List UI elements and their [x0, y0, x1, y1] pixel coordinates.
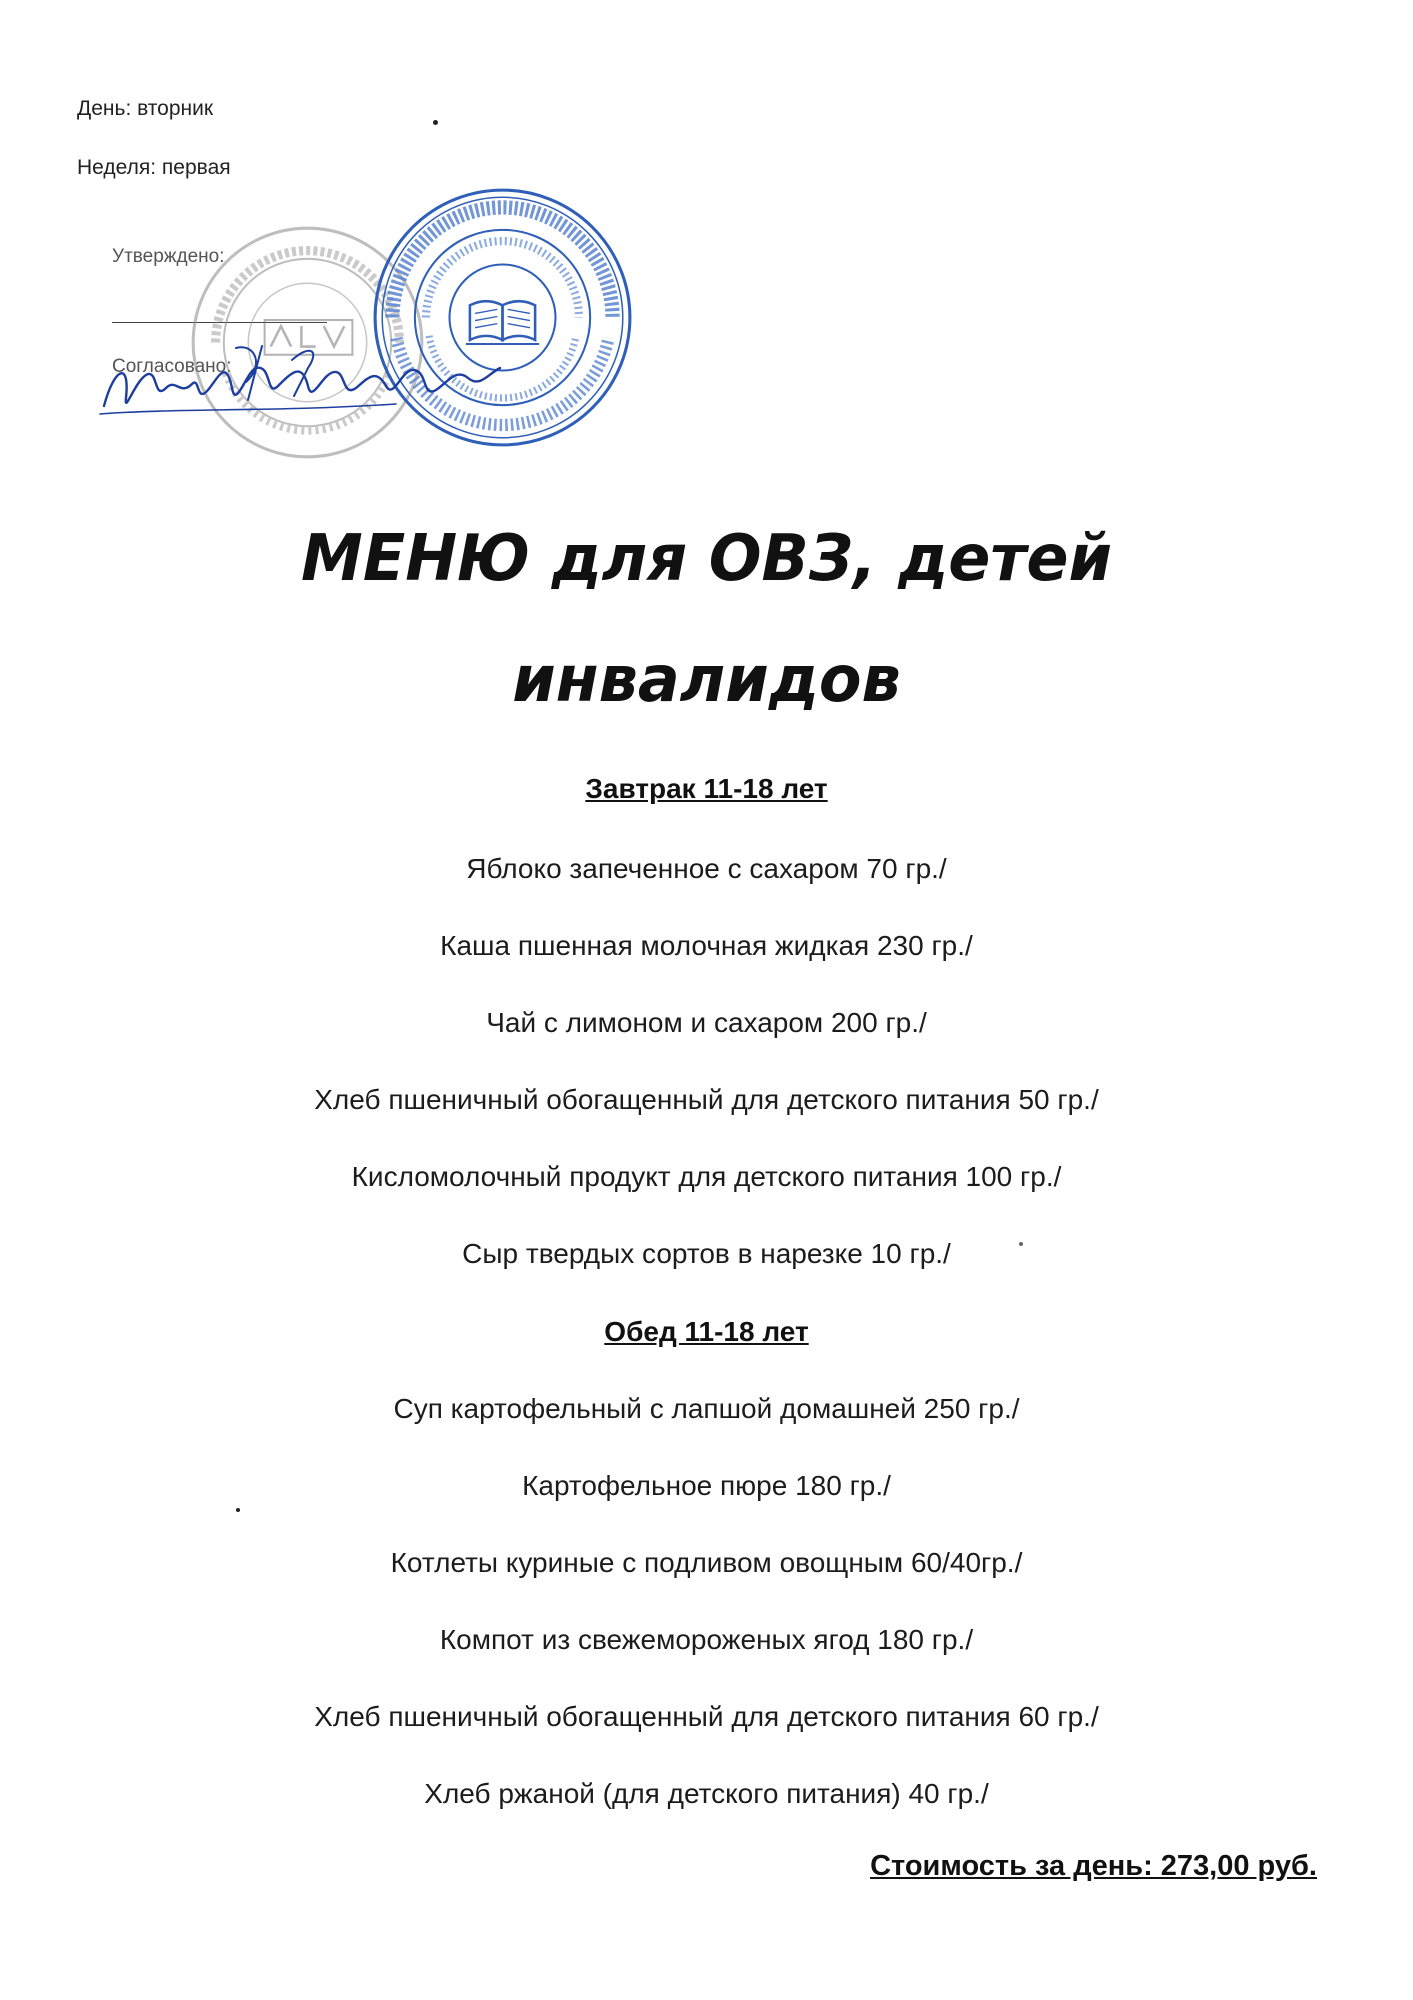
page-title-line-1: МЕНЮ для ОВЗ, детей [301, 522, 1112, 596]
day-label: День: вторник [77, 97, 214, 120]
lunch-heading: Обед 11-18 лет [604, 1316, 809, 1347]
page-title-line-2: инвалидов [512, 643, 901, 717]
ink-dot [433, 120, 438, 125]
lunch-item: Котлеты куриные с подливом овощным 60/40гр./ [390, 1547, 1023, 1578]
ink-dot [236, 1508, 240, 1512]
lunch-item: Хлеб ржаной (для детского питания) 40 гр./ [424, 1778, 989, 1809]
breakfast-item: Чай с лимоном и сахаром 200 гр./ [486, 1007, 927, 1038]
lunch-item: Суп картофельный с лапшой домашней 250 гр./ [393, 1393, 1020, 1424]
breakfast-item: Каша пшенная молочная жидкая 230 гр./ [440, 930, 973, 961]
breakfast-item: Хлеб пшеничный обогащенный для детского питания 50 гр./ [314, 1084, 1099, 1115]
daily-cost: Стоимость за день: 273,00 руб. [870, 1850, 1317, 1882]
lunch-item: Картофельное пюре 180 гр./ [522, 1470, 891, 1501]
signature-icon [96, 338, 516, 428]
breakfast-item: Сыр твердых сортов в нарезке 10 гр./ [462, 1238, 951, 1269]
agreed-label: Согласовано: [112, 356, 232, 377]
lunch-item: Компот из свежемороженых ягод 180 гр./ [439, 1624, 974, 1655]
week-label: Неделя: первая [77, 156, 231, 179]
breakfast-item: Яблоко запеченное с сахаром 70 гр./ [466, 853, 947, 884]
approved-label: Утверждено: [112, 246, 225, 267]
breakfast-item: Кисломолочный продукт для детского питания 100 гр./ [351, 1161, 1062, 1192]
lunch-item: Хлеб пшеничный обогащенный для детского питания 60 гр./ [314, 1701, 1099, 1732]
breakfast-heading: Завтрак 11-18 лет [585, 773, 828, 804]
